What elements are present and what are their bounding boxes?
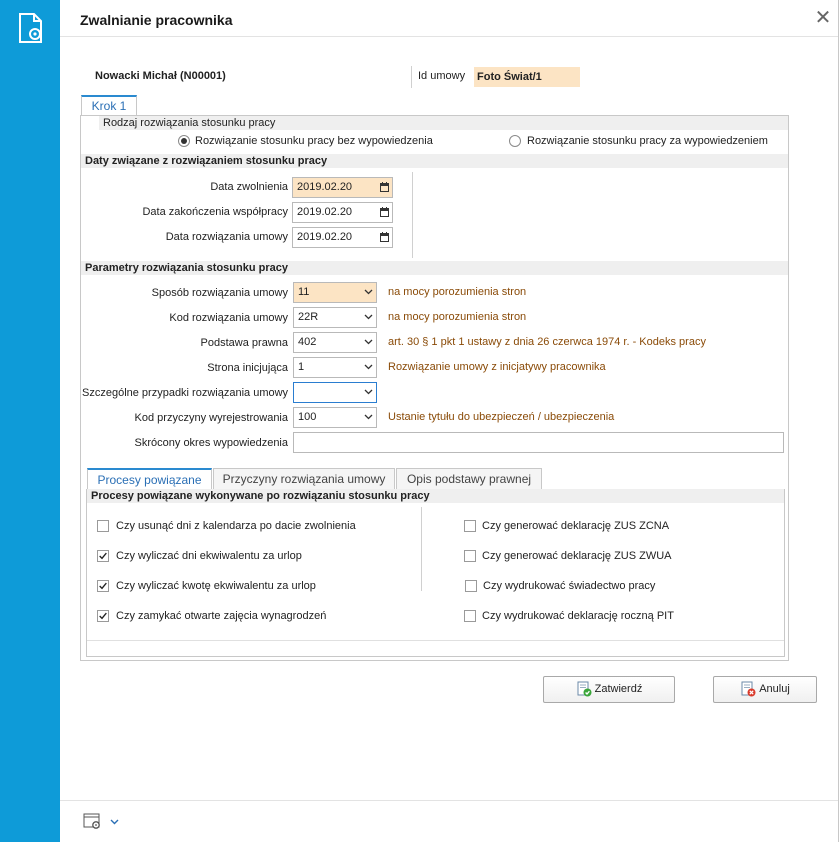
- cancel-label: Anuluj: [759, 683, 790, 695]
- data-rozwiazania-label: Data rozwiązania umowy: [165, 231, 288, 243]
- data-rozwiazania-value: 2019.02.20: [297, 231, 353, 243]
- podstawa-label: Podstawa prawna: [200, 337, 288, 349]
- sposob-desc: na mocy porozumienia stron: [388, 286, 527, 298]
- confirm-button[interactable]: [543, 676, 675, 703]
- checkbox-zus-zwua-label: Czy generować deklarację ZUS ZWUA: [482, 550, 672, 562]
- checkbox-kwota-ekwiwalentu-label: Czy wyliczać kwotę ekwiwalentu za urlop: [116, 580, 316, 592]
- checkbox-zus-zcna-label: Czy generować deklarację ZUS ZCNA: [482, 520, 670, 532]
- data-zwolnienia-label: Data zwolnienia: [210, 181, 288, 193]
- checkmark-icon: [98, 551, 108, 561]
- checkbox-dni-ekwiwalentu[interactable]: [97, 550, 109, 562]
- radio-za-wypowiedzeniem-label: Rozwiązanie stosunku pracy za wypowiedzeniem: [527, 135, 768, 147]
- document-settings-icon: [17, 12, 45, 44]
- sposob-label: Sposób rozwiązania umowy: [151, 287, 288, 299]
- data-zakonczenia-value: 2019.02.20: [297, 206, 353, 218]
- radio-bez-wypowiedzenia[interactable]: [178, 135, 190, 147]
- section-daty-header: Daty związane z rozwiązaniem stosunku pracy: [81, 154, 788, 168]
- procesy-bottom-rule: [87, 640, 784, 641]
- checkbox-zamykac-zajecia-label: Czy zamykać otwarte zajęcia wynagrodzeń: [116, 610, 327, 622]
- przyczyna-value: 100: [298, 411, 317, 423]
- confirm-icon: [576, 681, 592, 697]
- data-zwolnienia-field[interactable]: [292, 177, 393, 198]
- kod-rozwiazania-label: Kod rozwiązania umowy: [169, 312, 288, 324]
- section-rodzaj-header: Rodzaj rozwiązania stosunku pracy: [99, 116, 788, 130]
- chevron-down-icon: [110, 819, 119, 825]
- procesy-divider: [421, 507, 422, 591]
- sidebar-accent: [0, 0, 60, 842]
- checkbox-dni-ekwiwalentu-label: Czy wyliczać dni ekwiwalentu za urlop: [116, 550, 302, 562]
- podstawa-value: 402: [298, 336, 317, 348]
- checkbox-usun-dni-label: Czy usunąć dni z kalendarza po dacie zwolnienia: [116, 520, 356, 532]
- checkbox-swiadectwo-pracy[interactable]: [465, 580, 477, 592]
- tab-procesy-powiazane[interactable]: Procesy powiązane: [87, 468, 212, 490]
- checkbox-usun-dni[interactable]: [97, 520, 109, 532]
- tab-krok-1[interactable]: Krok 1: [81, 95, 137, 116]
- tab-opis-podstawy[interactable]: Opis podstawy prawnej: [396, 468, 542, 490]
- radio-za-wypowiedzeniem[interactable]: [509, 135, 521, 147]
- checkbox-zamykac-zajecia[interactable]: [97, 610, 109, 622]
- szczegolne-label: Szczególne przypadki rozwiązania umowy: [82, 387, 289, 399]
- window-title: Zwalnianie pracownika: [80, 12, 233, 28]
- kod-rozwiazania-select[interactable]: [293, 307, 377, 328]
- skrocony-input[interactable]: [293, 432, 784, 453]
- skrocony-label: Skrócony okres wypowiedzenia: [134, 437, 288, 449]
- daty-divider: [412, 172, 413, 258]
- kod-rozwiazania-desc: na mocy porozumienia stron: [388, 311, 527, 323]
- podstawa-select[interactable]: [293, 332, 377, 353]
- strona-value: 1: [298, 361, 305, 373]
- chevron-down-icon[interactable]: [364, 289, 373, 295]
- radio-bez-wypowiedzenia-label: Rozwiązanie stosunku pracy bez wypowiedzenia: [195, 135, 433, 147]
- kod-rozwiazania-value: 22R: [298, 311, 319, 323]
- strona-select[interactable]: [293, 357, 377, 378]
- section-parametry-header: Parametry rozwiązania stosunku pracy: [81, 261, 788, 275]
- przyczyna-desc: Ustanie tytułu do ubezpieczeń / ubezpieczenia: [388, 411, 615, 423]
- procesy-panel: [86, 489, 785, 657]
- employee-name: Nowacki Michał (N00001): [95, 70, 226, 82]
- checkmark-icon: [98, 581, 108, 591]
- calendar-icon[interactable]: [380, 232, 389, 242]
- tab-przyczyny-rozwiazania[interactable]: Przyczyny rozwiązania umowy: [213, 468, 395, 490]
- header-divider: [411, 66, 412, 88]
- data-rozwiazania-field[interactable]: [292, 227, 393, 248]
- calendar-icon[interactable]: [380, 182, 389, 192]
- contract-id-label: Id umowy: [418, 70, 466, 82]
- podstawa-desc: art. 30 § 1 pkt 1 ustawy z dnia 26 czerwca 1974 r. - Kodeks pracy: [388, 336, 706, 348]
- checkbox-zus-zwua[interactable]: [464, 550, 476, 562]
- strona-label: Strona inicjująca: [207, 362, 288, 374]
- chevron-down-icon[interactable]: [364, 339, 373, 345]
- sposob-select[interactable]: [293, 282, 377, 303]
- szczegolne-select[interactable]: [293, 382, 377, 403]
- przyczyna-label: Kod przyczyny wyrejestrowania: [134, 412, 288, 424]
- calendar-icon[interactable]: [380, 207, 389, 217]
- checkbox-kwota-ekwiwalentu[interactable]: [97, 580, 109, 592]
- checkbox-pit[interactable]: [464, 610, 476, 622]
- checkbox-zus-zcna[interactable]: [464, 520, 476, 532]
- contract-id-value: Foto Świat/1: [474, 67, 580, 87]
- sposob-value: 11: [298, 286, 310, 298]
- data-zakonczenia-field[interactable]: [292, 202, 393, 223]
- cancel-button[interactable]: [713, 676, 817, 703]
- checkbox-pit-label: Czy wydrukować deklarację roczną PIT: [482, 610, 674, 622]
- cancel-icon: [740, 681, 756, 697]
- chevron-down-icon[interactable]: [364, 364, 373, 370]
- title-divider: [60, 36, 838, 37]
- chevron-down-icon[interactable]: [364, 414, 373, 420]
- procesy-header: Procesy powiązane wykonywane po rozwiązaniu stosunku pracy: [87, 489, 784, 503]
- chevron-down-icon[interactable]: [364, 389, 373, 395]
- window-settings-icon: [83, 812, 103, 830]
- chevron-down-icon[interactable]: [364, 314, 373, 320]
- footer-divider: [60, 800, 838, 801]
- przyczyna-select[interactable]: [293, 407, 377, 428]
- strona-desc: Rozwiązanie umowy z inicjatywy pracownika: [388, 361, 606, 373]
- close-icon[interactable]: ✕: [814, 7, 832, 29]
- data-zwolnienia-value: 2019.02.20: [297, 181, 353, 193]
- checkbox-swiadectwo-pracy-label: Czy wydrukować świadectwo pracy: [483, 580, 656, 592]
- settings-menu-button[interactable]: [83, 812, 123, 832]
- confirm-label: Zatwierdź: [594, 683, 643, 695]
- data-zakonczenia-label: Data zakończenia współpracy: [142, 206, 288, 218]
- checkmark-icon: [98, 611, 108, 621]
